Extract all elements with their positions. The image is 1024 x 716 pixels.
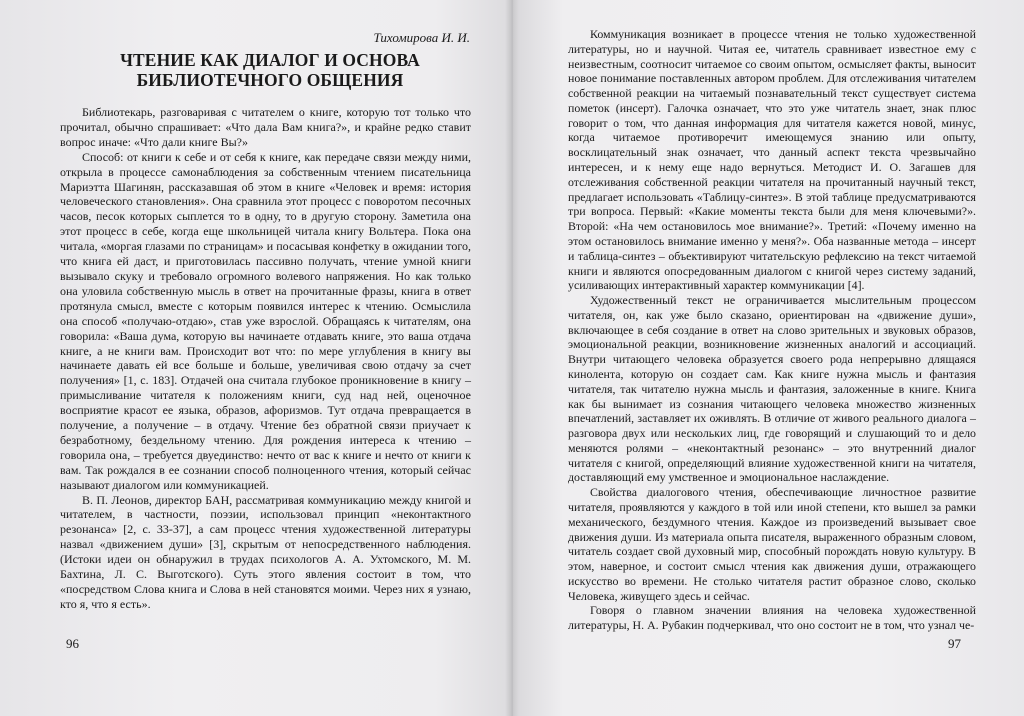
paragraph: Коммуникация возникает в процессе чтения не только художественной литературы, но и научной. Читая ее, читатель сравнивает известное ему с неизвестным, соотносит читаемое со своим опытом, осмысляет факты, выносит новое понимание поставленных автором проблем. Для отслеживания читателем собственной реакции на читаемый познавательный текст существует система пометок (инсерт). Галочка означает, что это уже читатель знает, знак плюс говорит о том, что данная информация для читателя кажется новой, минус, когда читаемое противоречит имеющемуся знанию или опыту, восклицательный знак означает, что данный аспект текста чрезвычайно интересен, и к нему еще надо вернуться. Методист И. О. Загашев для отслеживания собственной реакции читателя на прочитанный научный текст, предлагает использовать «Таблицу-синтез». В этой таблице предусматриваются три вопроса. Первый: «Какие моменты текста были для меня ключевыми?». Второй: «На чем остановилось мое внимание?». Третий: «Почему именно на этом остановилось внимание именно у меня?». Оба названные метода – инсерт и таблица-синтез – объективируют читательскую рефлексию на текст читаемой книги и являются опосредованным диалогом с книгой через систему заданий, усиливающих интерактивный характер коммуникации [4]. <box>568 27 976 293</box>
page-number-left: 96 <box>66 636 79 651</box>
paragraph: Библиотекарь, разговаривая с читателем о книге, которую тот только что прочитал, обычно спрашивает: «Что дала Вам книга?», и крайне редко ставит вопрос иначе: «Что дали книге Вы?» <box>60 105 471 149</box>
book-gutter-shadow <box>505 0 519 716</box>
article-title: ЧТЕНИЕ КАК ДИАЛОГ И ОСНОВА БИБЛИОТЕЧНОГО ОБЩЕНИЯ <box>120 50 420 90</box>
paragraph: Говоря о главном значении влияния на человека художественной литературы, Н. А. Рубакин подчеркивал, что оно состоит не в том, что узнал че- <box>568 603 976 633</box>
paragraph: В. П. Леонов, директор БАН, рассматривая коммуникацию между книгой и читателем, в частности, поэзии, использовал принцип «неконтактного резонанса» [2, с. 33-37], а сам процесс чтения художественной литературы назвал «движением души» [3], скрытым от непосредственного наблюдения. (Истоки идеи он обнаружил в трудах психологов А. А. Ухтомского, М. М. Бахтина, Л. С. Выготского). Суть этого явления состоит в том, что «посредством Слова книга и Слова в ней становятся моими. Через них я узнаю, кто я, что я есть». <box>60 492 471 611</box>
paragraph: Художественный текст не ограничивается мыслительным процессом читателя, он, как уже было сказано, ориентирован на «движение души», включающее в себя создание в ответ на слово зрительных и звуковых образов, эмоциональной реакции, возникновение жизненных аналогий и ассоциаций. Внутри читающего человека образуется своего рода непрерывно длящаяся кинолента, которую он создает сам. Как книге нужна мысль и фантазия читателя, так читателю нужна мысль и фантазия, заложенные в книге. Книга как бы вынимает из сознания читающего человека множество жизненных впечатлений, заставляет их оживлять. В отличие от живого реального диалога – разговора двух или нескольких лиц, где говорящий и слушающий то и дело меняются ролями – «неконтактный резонанс» – это внутренний диалог читателя с книгой, определяющий влияние художественной книги на читателя, доставляющий ему умственное и эмоциональное наслаждение. <box>568 293 976 485</box>
paragraph: Свойства диалогового чтения, обеспечивающие личностное развитие читателя, проявляются у каждого в той или иной степени, кто вышел за рамки механического, бездумного чтения. Каждое из произведений вызывает свое движения души. Из материала опыта писателя, выраженного образным словом, читатель создает свой духовный мир, способный порождать новую культуру. В этом, наверное, и состоит смысл чтения как движения души, отражающего искусство во времени. Не столько читателя растит образное слово, сколько Человека, живущего здесь и сейчас. <box>568 485 976 603</box>
right-body-text <box>568 27 976 633</box>
left-body-text <box>60 105 471 612</box>
author-name: Тихомирова И. И. <box>373 30 470 45</box>
paragraph: Способ: от книги к себе и от себя к книге, как передаче связи между ними, открыла в процессе самонаблюдения за собственным чтением писательница Мариэтта Шагинян, рассказавшая об этом в книге «Человек и время: история человеческого становления». Она сравнила этот процесс с поворотом песочных часов, песок которых сыплется то в одну, то в другую сторону. Заметила она этот процесс в себе, когда еще школьницей читала книгу Вольтера. Пока она читала, «моргая глазами по страницам» и посасывая конфетку в ожидании того, что книга ей даст, и приготовилась пассивно получать, чтение умной книги вызывало скуку и требовало огромного волевого напряжения. Но как только она уловила собственную мысль в ответ на прочитанные фразы, книга в ответ протянула смысл, вместе с которым появился интерес к чтению. Осмыслила она способ «получаю-отдаю», став уже взрослой. Обращаясь к читателям, она говорила: «Ваша дума, которую вы начинаете отдавать книге, это ваша отдача книге, а не книги вам. Происходит вот что: по мере углубления в книгу вы начинаете давать ей все больше и больше, увеличивая свою отдачу за счет получения» [1, с. 183]. Отдачей она считала глубокое проникновение в книгу – примысливание читателя к положениям книги, суд над ней, оценочное восприятие красот ее языка, образов, афоризмов. Тут отдача превращается в получение, а получение – в отдачу. Чтение без обратной связи приучает к безработному, бездельному чтению. Для рождения интереса к чтению – говорила она, – требуется двуединство: нечто от вас к книге и нечто от книги к вам. Так рождался в ее сознании способ полноценного чтения, который сейчас называют диалогом или коммуникацией. <box>60 149 471 492</box>
page-number-right: 97 <box>948 636 961 651</box>
right-page <box>512 0 1024 716</box>
